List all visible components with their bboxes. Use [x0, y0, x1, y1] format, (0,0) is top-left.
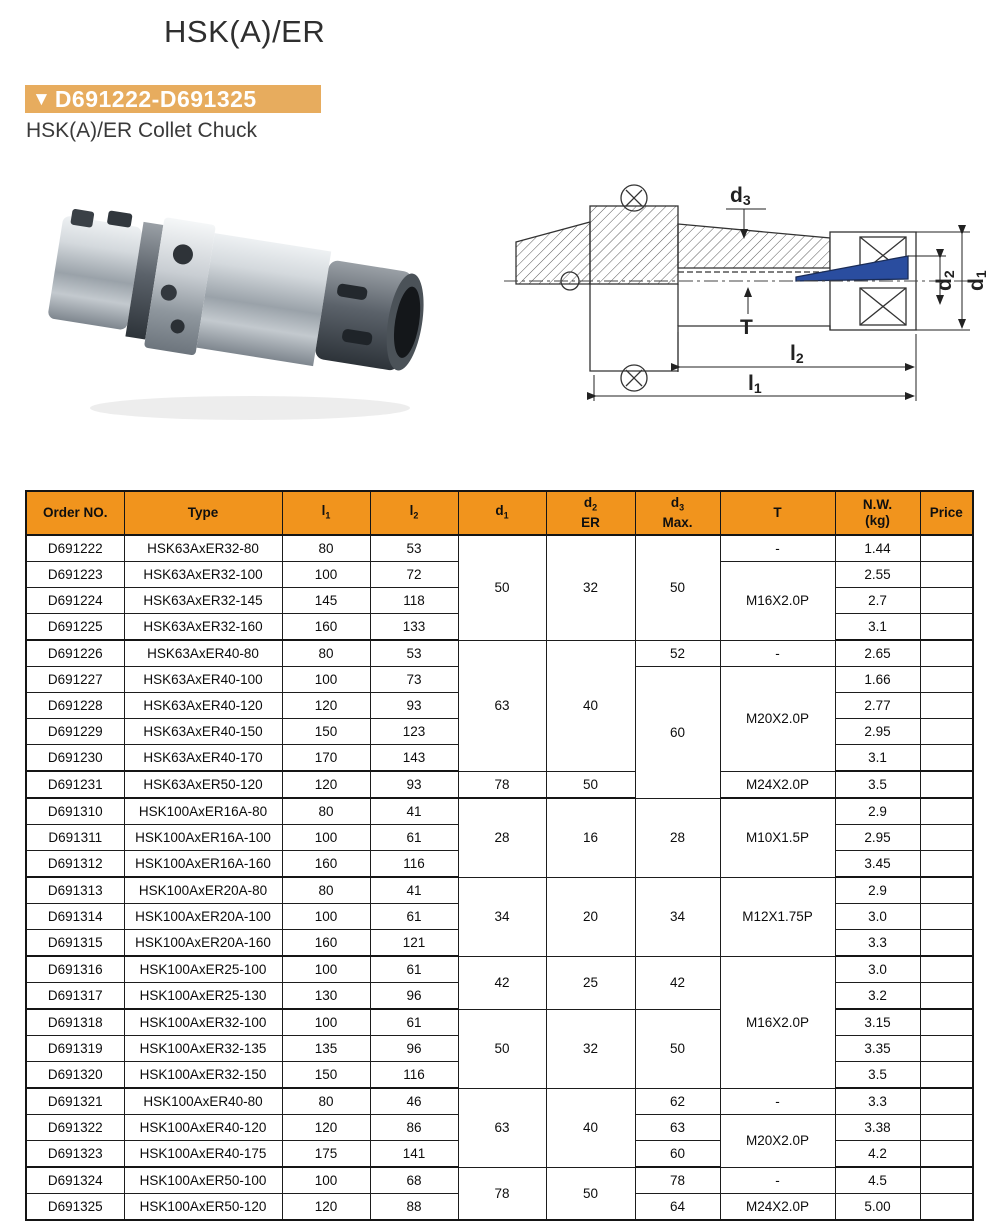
table-cell: 3.1	[835, 745, 920, 772]
column-header: Price	[920, 491, 973, 535]
table-cell: 100	[282, 825, 370, 851]
table-cell: 3.3	[835, 1088, 920, 1115]
table-cell: D691231	[26, 771, 124, 798]
table-row	[26, 798, 973, 825]
table-cell: 46	[370, 1088, 458, 1115]
table-cell: 1.44	[835, 535, 920, 562]
table-cell	[920, 904, 973, 930]
table-cell: 80	[282, 798, 370, 825]
table-cell: D691228	[26, 693, 124, 719]
table-cell: 175	[282, 1141, 370, 1168]
table-cell: HSK63AxER32-145	[124, 588, 282, 614]
table-cell: 61	[370, 904, 458, 930]
photo-shadow	[90, 396, 410, 420]
table-cell: 61	[370, 1009, 458, 1036]
table-cell: D691225	[26, 614, 124, 641]
table-cell: 118	[370, 588, 458, 614]
dim-label-d3: d3	[730, 184, 751, 208]
table-cell: 116	[370, 1062, 458, 1089]
table-cell: 63	[458, 1088, 546, 1167]
table-cell: M16X2.0P	[720, 956, 835, 1088]
table-cell: 80	[282, 535, 370, 562]
table-cell: 50	[458, 1009, 546, 1088]
table-cell	[920, 693, 973, 719]
table-cell: 25	[546, 956, 635, 1009]
table-cell: HSK100AxER32-150	[124, 1062, 282, 1089]
flange-section	[590, 206, 678, 284]
table-cell: 3.15	[835, 1009, 920, 1036]
table-cell: 73	[370, 667, 458, 693]
table-cell: 2.9	[835, 798, 920, 825]
table-cell: D691323	[26, 1141, 124, 1168]
table-cell: HSK63AxER40-120	[124, 693, 282, 719]
table-cell: 32	[546, 1009, 635, 1088]
table-cell	[920, 930, 973, 957]
table-cell: 93	[370, 771, 458, 798]
table-cell: D691312	[26, 851, 124, 878]
product-photo	[35, 172, 447, 434]
dim-label-l1: l1	[748, 372, 762, 396]
table-cell: 63	[458, 640, 546, 771]
table-cell: 80	[282, 1088, 370, 1115]
table-cell: 2.9	[835, 877, 920, 904]
dim-label-d1: d1	[965, 270, 989, 291]
table-cell: 53	[370, 535, 458, 562]
table-cell: HSK63AxER40-170	[124, 745, 282, 772]
table-cell: HSK100AxER16A-80	[124, 798, 282, 825]
product-subtitle: HSK(A)/ER Collet Chuck	[26, 119, 258, 142]
table-cell: 28	[458, 798, 546, 877]
table-cell: 40	[546, 1088, 635, 1167]
table-cell: 123	[370, 719, 458, 745]
table-cell: D691224	[26, 588, 124, 614]
table-row	[26, 535, 973, 562]
table-cell: 41	[370, 877, 458, 904]
spec-table-head	[26, 491, 973, 535]
table-cell: D691311	[26, 825, 124, 851]
table-row	[26, 1088, 973, 1115]
table-cell: M20X2.0P	[720, 667, 835, 772]
table-cell: -	[720, 640, 835, 667]
table-cell: 20	[546, 877, 635, 956]
table-cell: 116	[370, 851, 458, 878]
table-cell: HSK100AxER50-120	[124, 1194, 282, 1221]
table-cell	[920, 1009, 973, 1036]
table-cell: HSK100AxER40-175	[124, 1141, 282, 1168]
table-cell: 4.5	[835, 1167, 920, 1194]
table-cell: 78	[635, 1167, 720, 1194]
spec-table	[25, 490, 974, 1221]
table-cell	[920, 956, 973, 983]
column-header: $l_2$	[370, 491, 458, 535]
table-cell: 121	[370, 930, 458, 957]
page-title: HSK(A)/ER	[164, 14, 326, 49]
table-cell	[920, 719, 973, 745]
table-cell: 60	[635, 667, 720, 799]
column-header: T	[720, 491, 835, 535]
table-cell: HSK63AxER40-80	[124, 640, 282, 667]
table-cell: 100	[282, 904, 370, 930]
body-cylinder	[197, 233, 332, 366]
table-cell: M10X1.5P	[720, 798, 835, 877]
table-cell: 120	[282, 1115, 370, 1141]
table-cell: D691227	[26, 667, 124, 693]
table-cell: D691226	[26, 640, 124, 667]
table-cell	[920, 588, 973, 614]
table-row	[26, 640, 973, 667]
table-cell: D691322	[26, 1115, 124, 1141]
table-cell: 61	[370, 956, 458, 983]
table-cell	[920, 1036, 973, 1062]
table-cell	[920, 535, 973, 562]
table-cell: 40	[546, 640, 635, 771]
table-cell: 2.95	[835, 719, 920, 745]
table-cell: 3.5	[835, 771, 920, 798]
table-cell	[920, 1088, 973, 1115]
table-cell: 34	[458, 877, 546, 956]
table-cell: HSK100AxER20A-100	[124, 904, 282, 930]
table-cell	[920, 1115, 973, 1141]
table-cell: D691230	[26, 745, 124, 772]
table-cell: 3.45	[835, 851, 920, 878]
table-cell: D691324	[26, 1167, 124, 1194]
table-cell	[920, 1141, 973, 1168]
table-cell: 100	[282, 956, 370, 983]
table-cell: 160	[282, 614, 370, 641]
table-cell	[920, 851, 973, 878]
table-cell	[920, 667, 973, 693]
table-cell: D691315	[26, 930, 124, 957]
table-cell: 3.2	[835, 983, 920, 1010]
table-cell: HSK100AxER25-100	[124, 956, 282, 983]
table-cell: 120	[282, 1194, 370, 1221]
table-cell: D691325	[26, 1194, 124, 1221]
table-cell: 130	[282, 983, 370, 1010]
table-cell: 3.0	[835, 904, 920, 930]
table-cell	[920, 640, 973, 667]
table-cell: D691316	[26, 956, 124, 983]
table-cell: HSK100AxER16A-100	[124, 825, 282, 851]
table-cell: HSK100AxER32-135	[124, 1036, 282, 1062]
table-cell: M16X2.0P	[720, 562, 835, 641]
table-cell: M24X2.0P	[720, 1194, 835, 1221]
column-header: $d_2$ ER	[546, 491, 635, 535]
table-cell: HSK63AxER40-150	[124, 719, 282, 745]
table-row	[26, 771, 973, 798]
dim-label-d2: d2	[933, 270, 957, 291]
table-cell: 32	[546, 535, 635, 640]
table-cell: 2.55	[835, 562, 920, 588]
table-cell: 135	[282, 1036, 370, 1062]
column-header: $d_1$	[458, 491, 546, 535]
table-cell: HSK100AxER40-120	[124, 1115, 282, 1141]
table-cell: 53	[370, 640, 458, 667]
table-cell: 170	[282, 745, 370, 772]
table-row	[26, 877, 973, 904]
table-cell: 96	[370, 1036, 458, 1062]
table-cell: 145	[282, 588, 370, 614]
table-cell: 160	[282, 851, 370, 878]
column-header: N.W. (kg)	[835, 491, 920, 535]
table-cell: 150	[282, 719, 370, 745]
spec-table-body	[26, 535, 973, 1220]
table-cell: D691229	[26, 719, 124, 745]
table-cell: HSK100AxER32-100	[124, 1009, 282, 1036]
table-cell: 42	[458, 956, 546, 1009]
table-cell: 68	[370, 1167, 458, 1194]
order-range-banner	[25, 85, 321, 113]
table-cell: HSK100AxER50-100	[124, 1167, 282, 1194]
table-cell: 2.95	[835, 825, 920, 851]
table-cell	[920, 798, 973, 825]
table-cell: 143	[370, 745, 458, 772]
table-cell: D691310	[26, 798, 124, 825]
table-cell: 100	[282, 1167, 370, 1194]
table-cell: HSK63AxER50-120	[124, 771, 282, 798]
table-cell: 64	[635, 1194, 720, 1221]
table-cell: HSK63AxER32-80	[124, 535, 282, 562]
table-cell: 34	[635, 877, 720, 956]
table-cell: -	[720, 1167, 835, 1194]
table-cell	[920, 983, 973, 1010]
table-cell: HSK100AxER20A-160	[124, 930, 282, 957]
table-cell: 2.7	[835, 588, 920, 614]
table-cell: 72	[370, 562, 458, 588]
table-cell: 88	[370, 1194, 458, 1221]
table-cell: 3.0	[835, 956, 920, 983]
table-row	[26, 1167, 973, 1194]
column-header: Type	[124, 491, 282, 535]
table-cell: 141	[370, 1141, 458, 1168]
table-cell: 100	[282, 1009, 370, 1036]
table-cell: 80	[282, 877, 370, 904]
table-cell: D691313	[26, 877, 124, 904]
table-cell: HSK100AxER20A-80	[124, 877, 282, 904]
table-cell: D691314	[26, 904, 124, 930]
table-cell: 3.5	[835, 1062, 920, 1089]
table-cell: D691317	[26, 983, 124, 1010]
dim-label-l2: l2	[790, 342, 804, 366]
table-cell: 62	[635, 1088, 720, 1115]
table-cell: 3.3	[835, 930, 920, 957]
table-cell	[920, 771, 973, 798]
table-cell: 120	[282, 771, 370, 798]
table-cell: 100	[282, 667, 370, 693]
table-cell: 80	[282, 640, 370, 667]
table-cell: 86	[370, 1115, 458, 1141]
table-cell: 61	[370, 825, 458, 851]
table-cell: 50	[546, 1167, 635, 1220]
table-cell: 93	[370, 693, 458, 719]
table-cell: 50	[458, 535, 546, 640]
table-cell: 3.1	[835, 614, 920, 641]
table-cell: 50	[546, 771, 635, 798]
table-cell: 78	[458, 771, 546, 798]
table-cell: 63	[635, 1115, 720, 1141]
column-header: Order NO.	[26, 491, 124, 535]
table-cell: D691318	[26, 1009, 124, 1036]
table-cell: -	[720, 1088, 835, 1115]
table-cell: 3.35	[835, 1036, 920, 1062]
table-cell: 5.00	[835, 1194, 920, 1221]
table-cell	[920, 1194, 973, 1221]
table-cell: 2.77	[835, 693, 920, 719]
triangle-down-icon: ▼	[32, 88, 51, 110]
table-cell: HSK100AxER16A-160	[124, 851, 282, 878]
table-cell	[920, 614, 973, 641]
table-cell	[920, 1062, 973, 1089]
table-cell: 4.2	[835, 1141, 920, 1168]
table-cell	[920, 877, 973, 904]
table-cell: HSK100AxER25-130	[124, 983, 282, 1010]
table-cell: D691321	[26, 1088, 124, 1115]
table-cell: D691223	[26, 562, 124, 588]
order-range-label: D691222-D691325	[54, 85, 257, 112]
table-cell: 28	[635, 798, 720, 877]
table-cell: D691319	[26, 1036, 124, 1062]
body-section	[678, 224, 830, 268]
table-cell: 96	[370, 983, 458, 1010]
table-cell	[920, 562, 973, 588]
table-cell: 160	[282, 930, 370, 957]
table-cell: M24X2.0P	[720, 771, 835, 798]
table-cell: 3.38	[835, 1115, 920, 1141]
shank-section	[516, 222, 590, 284]
table-cell: HSK100AxER40-80	[124, 1088, 282, 1115]
table-cell: M20X2.0P	[720, 1115, 835, 1168]
table-cell: 60	[635, 1141, 720, 1168]
table-cell: -	[720, 535, 835, 562]
table-cell: 2.65	[835, 640, 920, 667]
table-cell	[920, 1167, 973, 1194]
table-cell	[920, 745, 973, 772]
dim-label-t: T	[740, 316, 753, 339]
table-cell: 100	[282, 562, 370, 588]
technical-drawing	[498, 176, 990, 424]
table-cell	[920, 825, 973, 851]
table-cell: 42	[635, 956, 720, 1009]
table-cell: M12X1.75P	[720, 877, 835, 956]
spec-table-header-row	[26, 491, 973, 535]
table-cell: 1.66	[835, 667, 920, 693]
table-cell: HSK63AxER40-100	[124, 667, 282, 693]
table-cell: 120	[282, 693, 370, 719]
column-header: $l_1$	[282, 491, 370, 535]
table-cell: 41	[370, 798, 458, 825]
table-cell: 78	[458, 1167, 546, 1220]
table-cell: 52	[635, 640, 720, 667]
table-cell: HSK63AxER32-160	[124, 614, 282, 641]
table-cell: D691320	[26, 1062, 124, 1089]
table-cell: D691222	[26, 535, 124, 562]
table-row	[26, 956, 973, 983]
hsk-shank	[47, 215, 142, 330]
table-cell: 133	[370, 614, 458, 641]
table-cell: HSK63AxER32-100	[124, 562, 282, 588]
table-cell: 150	[282, 1062, 370, 1089]
table-cell: 50	[635, 535, 720, 640]
table-cell: 50	[635, 1009, 720, 1088]
table-cell: 16	[546, 798, 635, 877]
column-header: $d_3$ Max.	[635, 491, 720, 535]
